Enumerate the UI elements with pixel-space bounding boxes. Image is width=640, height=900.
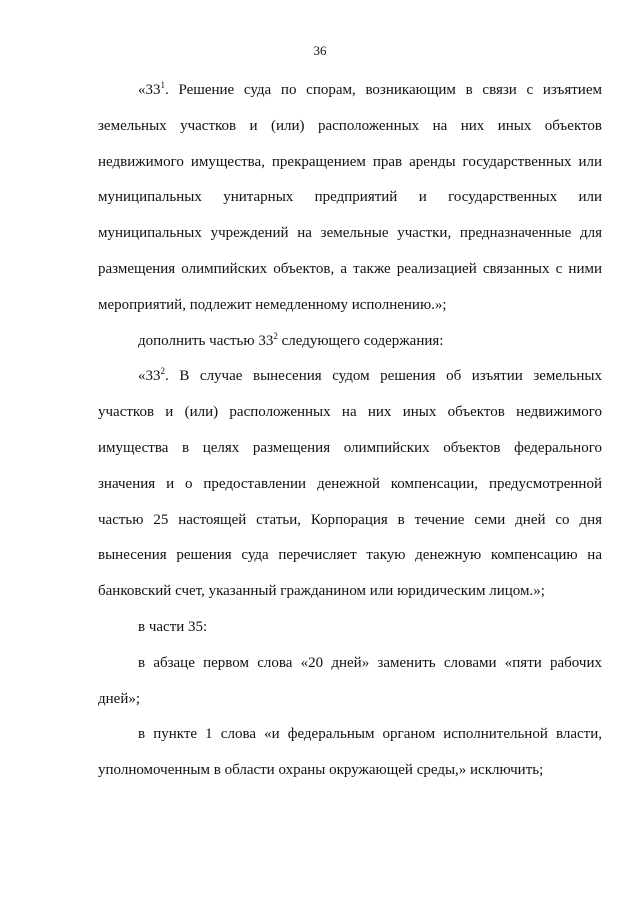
page-number: 36 — [313, 43, 327, 58]
paragraph-text: . Решение суда по спорам, возникающим в связи с изъятием земельных участков и (или) расположенных на них иных объектов недвижимого имущества, прекращением прав аренды государственных или муниципальных унитарных предприятий и государственных или муниципальных учреждений на земельные участки, предназначенные для размещения олимпийских объектов, а также реализацией связанных с ними мероприятий, подлежит немедленному исполнению.»; — [98, 82, 602, 313]
paragraph-first-abzac: в абзаце первом слова «20 дней» заменить словами «пяти рабочих дней»; — [98, 654, 602, 707]
superscript: 2 — [273, 330, 278, 341]
paragraph-text: . В случае вынесения судом решения об изъятии земельных участков и (или) расположенных на них иных объектов недвижимого имущества в целях размещения олимпийских объектов федерального значения и о предоставлении денежной компенсации, предусмотренной частью 25 настоящей статьи, Корпорация в течение семи дней со дня вынесения решения суда перечисляет такую денежную компенсацию на банковский счет, указанный гражданином или юридическим лицом.»; — [98, 368, 602, 600]
paragraph-text: дополнить частью 33 — [138, 332, 274, 349]
superscript: 2 — [160, 366, 165, 377]
paragraph-add-part-33-2 — [98, 324, 602, 360]
paragraph-part-35: в части 35: — [138, 618, 208, 635]
superscript: 1 — [160, 80, 165, 90]
paragraph-text: «33 — [138, 368, 161, 385]
document-body — [98, 73, 602, 789]
paragraph-point-1: в пункте 1 слова «и федеральным органом исполнительной власти, уполномоченным в области охраны окружающей среды,» исключить; — [98, 726, 602, 779]
paragraph-text: следующего содержания: — [277, 332, 444, 349]
paragraph-article-33-1 — [98, 73, 602, 324]
paragraph-text: «33 — [138, 82, 161, 98]
paragraph-article-33-2 — [98, 359, 602, 610]
